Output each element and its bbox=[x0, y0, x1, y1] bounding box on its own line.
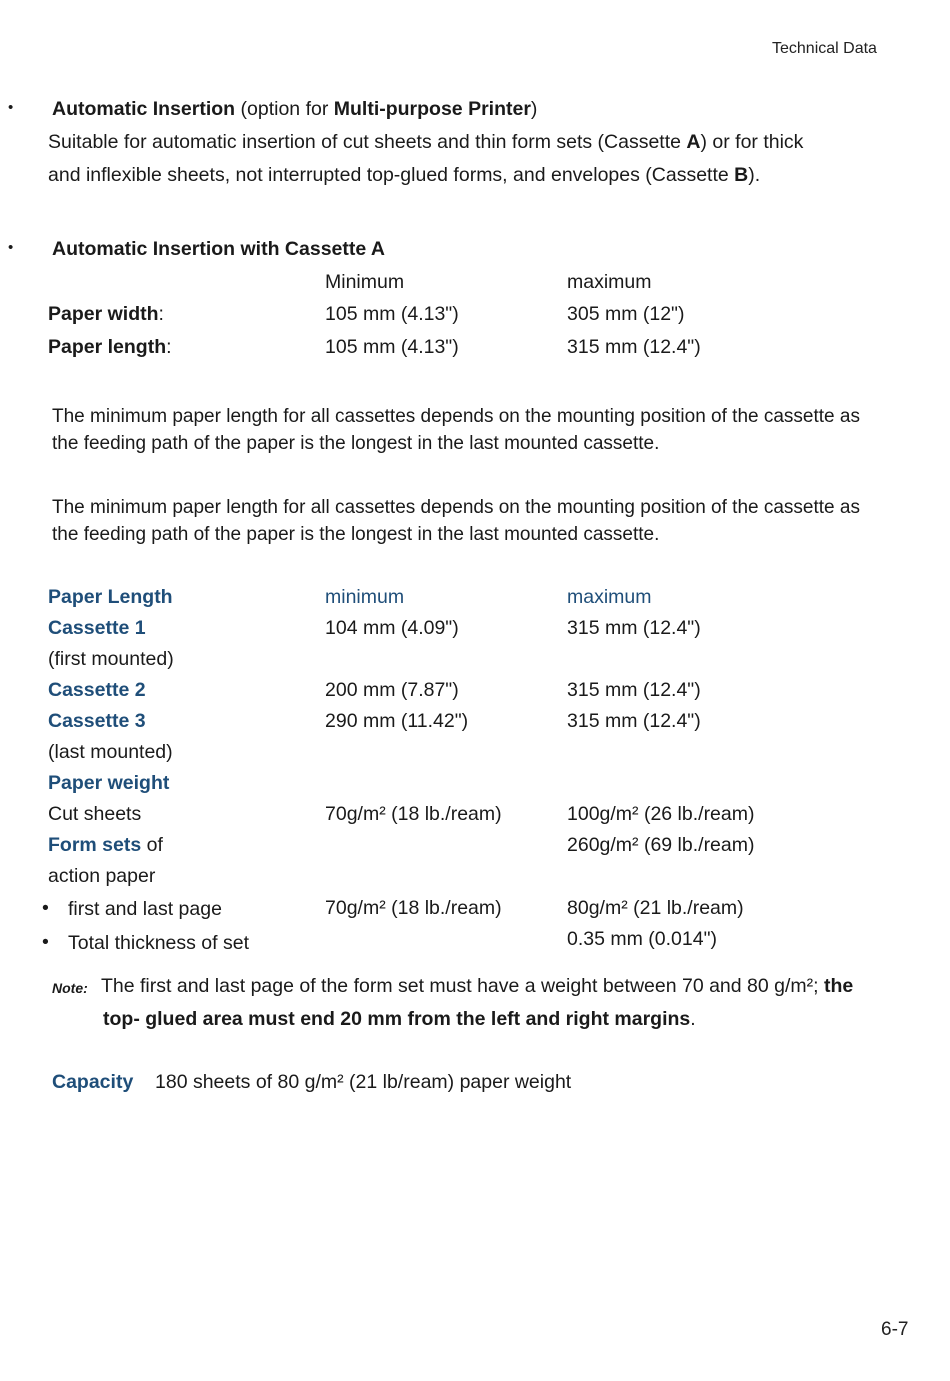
cut-sheets-max: 100g/m² (26 lb./ream) bbox=[567, 803, 755, 825]
col-minimum: minimum bbox=[325, 586, 405, 608]
capacity-value: 180 sheets of 80 g/m² (21 lb/ream) paper weight bbox=[155, 1071, 572, 1093]
first-last-min: 70g/m² (18 lb./ream) bbox=[325, 897, 502, 919]
first-last-max: 80g/m² (21 lb./ream) bbox=[567, 897, 744, 919]
bullet: • bbox=[8, 239, 14, 256]
cassette-1-sub: (first mounted) bbox=[48, 648, 174, 670]
cut-sheets-min: 70g/m² (18 lb./ream) bbox=[325, 803, 502, 825]
auto-insertion-title: Automatic Insertion (option for Multi-purpose Printer) bbox=[52, 98, 538, 120]
paragraph: The minimum paper length for all cassettes depends on the mounting position of the cassette as the feeding path of the paper is the longest in the last mounted cassette. bbox=[52, 406, 860, 454]
auto-insertion-line1: Suitable for automatic insertion of cut sheets and thin form sets (Cassette A) or for thick bbox=[48, 131, 804, 153]
auto-insertion-line2: and inflexible sheets, not interrupted top-glued forms, and envelopes (Cassette B). bbox=[48, 164, 761, 186]
note-label: Note: bbox=[52, 980, 88, 996]
cassette-1-max: 315 mm (12.4") bbox=[567, 617, 701, 639]
paper-weight-heading: Paper weight bbox=[48, 772, 170, 794]
thickness-label: Total thickness of set bbox=[68, 932, 250, 954]
paper-length-heading: Paper Length bbox=[48, 586, 173, 608]
cassette-3-label: Cassette 3 bbox=[48, 710, 146, 732]
capacity-label: Capacity bbox=[52, 1071, 134, 1093]
paper-width-min: 105 mm (4.13") bbox=[325, 303, 459, 325]
bullet: • bbox=[8, 99, 14, 116]
page-number: 6-7 bbox=[881, 1319, 909, 1340]
form-sets-max: 260g/m² (69 lb./ream) bbox=[567, 834, 755, 856]
col-minimum: Minimum bbox=[325, 271, 405, 293]
note-line1: The first and last page of the form set must have a weight between 70 and 80 g/m²; the bbox=[101, 975, 854, 997]
cassette-2-max: 315 mm (12.4") bbox=[567, 679, 701, 701]
col-maximum: maximum bbox=[567, 271, 652, 293]
paper-length-label: Paper length: bbox=[48, 336, 172, 358]
cut-sheets-label: Cut sheets bbox=[48, 803, 142, 825]
cassette-1-min: 104 mm (4.09") bbox=[325, 617, 459, 639]
paper-width-label: Paper width: bbox=[48, 303, 164, 325]
col-maximum: maximum bbox=[567, 586, 652, 608]
paragraph: The minimum paper length for all cassettes depends on the mounting position of the cassette as the feeding path of the paper is the longest in the last mounted cassette. bbox=[52, 497, 860, 545]
cassette-2-min: 200 mm (7.87") bbox=[325, 679, 459, 701]
paper-length-min: 105 mm (4.13") bbox=[325, 336, 459, 358]
note-line2: top- glued area must end 20 mm from the left and right margins. bbox=[103, 1008, 696, 1030]
thickness-max: 0.35 mm (0.014") bbox=[567, 928, 717, 950]
form-sets-label-2: action paper bbox=[48, 865, 156, 887]
first-last-label: first and last page bbox=[68, 898, 222, 920]
bullet: • bbox=[42, 897, 49, 919]
form-sets-label: Form sets of bbox=[48, 834, 163, 856]
paper-width-max: 305 mm (12") bbox=[567, 303, 685, 325]
cassette-3-sub: (last mounted) bbox=[48, 741, 173, 763]
cassette-1-label: Cassette 1 bbox=[48, 617, 146, 639]
cassette-a-title: Automatic Insertion with Cassette A bbox=[52, 238, 385, 260]
cassette-3-min: 290 mm (11.42") bbox=[325, 710, 469, 732]
cassette-2-label: Cassette 2 bbox=[48, 679, 146, 701]
cassette-3-max: 315 mm (12.4") bbox=[567, 710, 701, 732]
paper-length-max: 315 mm (12.4") bbox=[567, 336, 701, 358]
bullet: • bbox=[42, 931, 49, 953]
section-header: Technical Data bbox=[772, 40, 877, 57]
